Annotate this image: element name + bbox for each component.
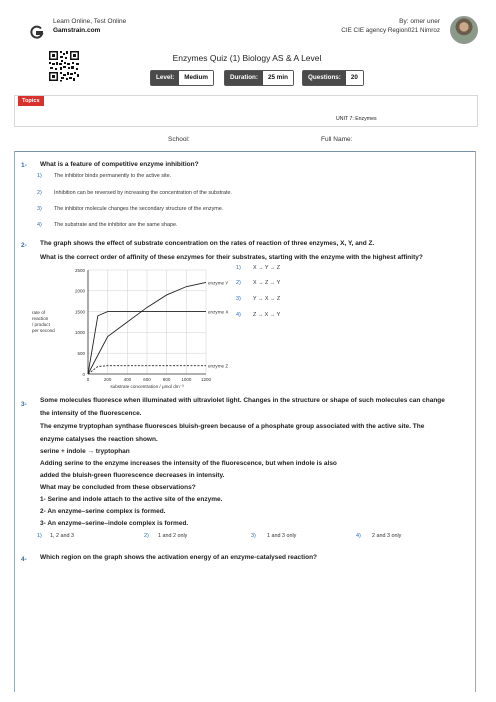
y-tick-label: 2000 [74, 288, 85, 294]
option-text[interactable]: 1 and 2 only [158, 533, 188, 539]
questions-value: 20 [346, 71, 363, 85]
option-number[interactable]: 4) [236, 312, 241, 318]
site-link[interactable]: Gamstrain.com [53, 27, 101, 34]
statement-3: 3- An enzyme–serine–indole complex is formed. [40, 520, 189, 527]
duration-value: 25 min [263, 71, 293, 85]
statement-1: 1- Serine and indole attach to the active site of the enzyme. [40, 496, 223, 503]
y-axis-label: per second [32, 328, 55, 333]
questions-badge [302, 70, 364, 86]
topics-box [14, 95, 478, 127]
x-tick-label: 200 [103, 377, 112, 382]
y-tick-label: 1000 [74, 330, 85, 336]
question-text: What is a feature of competitive enzyme inhibition? [40, 161, 199, 168]
option-text[interactable]: Y → X → Z [253, 296, 281, 302]
option-text[interactable]: X → Z → Y [253, 280, 281, 286]
topic-unit: UNIT 7: Enzymes [336, 116, 377, 122]
school-field-label: School: [168, 136, 190, 143]
x-tick-label: 800 [162, 377, 171, 382]
quiz-page [14, 12, 480, 692]
option-number[interactable]: 4) [356, 533, 361, 539]
y-tick-label: 1500 [74, 309, 85, 315]
duration-badge [224, 70, 294, 86]
option-number[interactable]: 1) [37, 533, 42, 539]
option-text[interactable]: 1 and 3 only [267, 533, 297, 539]
y-axis-label: rate of [32, 310, 46, 315]
question-number: 2- [21, 242, 27, 249]
x-tick-label: 600 [143, 377, 151, 382]
gamstrain-logo-icon [30, 25, 44, 39]
statement-2: 2- An enzyme–serine complex is formed. [40, 508, 166, 515]
option-number[interactable]: 3) [251, 533, 256, 539]
option-text[interactable]: Inhibition can be reversed by increasing the concentration of the substrate. [54, 190, 232, 196]
question-text: Adding serine to the enzyme increases the intensity of the fluorescence, but when indole is also [40, 460, 337, 467]
option-number[interactable]: 2) [37, 190, 42, 196]
question-text: enzyme catalyses the reaction shown. [40, 436, 158, 443]
option-number[interactable]: 1) [236, 265, 241, 271]
x-tick-label: 1000 [181, 377, 192, 382]
question-text: Which region on the graph shows the activation energy of an enzyme-catalysed reaction? [40, 554, 318, 561]
option-number[interactable]: 1) [37, 173, 42, 179]
full-name-field-label: Full Name: [321, 136, 353, 143]
y-tick-label: 500 [77, 351, 85, 356]
series-label: enzyme Y [208, 280, 229, 286]
author-name: By: omer uner [399, 18, 440, 25]
x-tick-label: 1200 [200, 377, 212, 382]
option-text[interactable]: Z → X → Y [253, 312, 281, 318]
option-number[interactable]: 2) [236, 280, 241, 286]
question-text: added the bluish-green fluorescence decreases in intensity. [40, 472, 225, 479]
option-text[interactable]: The substrate and the inhibitor are the same shape. [54, 222, 178, 228]
y-tick-label: 0 [82, 371, 85, 377]
x-tick-label: 0 [86, 377, 90, 382]
right-border [475, 151, 476, 692]
level-label: Level: [151, 71, 179, 85]
y-tick-label: 2500 [74, 267, 85, 273]
question-text: What may be concluded from these observations? [40, 484, 196, 491]
option-number[interactable]: 4) [37, 222, 42, 228]
option-text[interactable]: 2 and 3 only [372, 533, 402, 539]
duration-label: Duration: [225, 71, 263, 85]
header-divider [14, 151, 476, 152]
x-axis-label: substrate concentration / μmol dm⁻³ [110, 384, 184, 389]
series-label: enzyme X [208, 309, 229, 315]
option-text[interactable]: The inhibitor molecule changes the secondary structure of the enzyme. [54, 206, 224, 212]
option-number[interactable]: 3) [37, 206, 42, 212]
question-number: 3- [21, 401, 27, 408]
reaction-equation: serine + indole → tryptophan [40, 448, 130, 455]
y-axis-label: reaction [32, 316, 49, 321]
question-text: The enzyme tryptophan synthase fluoresces bluish-green because of a phosphate group associated with the active site. The [40, 423, 425, 430]
option-text[interactable]: The inhibitor binds permanently to the active site. [54, 173, 172, 179]
question-text: The graph shows the effect of substrate concentration on the rates of reaction of three enzymes, X, Y, and Z. [40, 240, 375, 247]
question-number: 1- [21, 162, 27, 169]
option-number[interactable]: 3) [236, 296, 241, 302]
questions-label: Questions: [303, 71, 346, 85]
author-organization: CIE CIE agency Region021 Nimroz [341, 27, 440, 34]
level-value: Medium [179, 71, 213, 85]
topics-tag: Topics [18, 96, 44, 106]
page-title: Enzymes Quiz (1) Biology AS & A Level [172, 53, 322, 63]
question-text-continued: What is the correct order of affinity of these enzymes for their substrates, starting with the enzyme with the highest affinity? [40, 254, 423, 261]
option-text[interactable]: X → Y → Z [253, 265, 281, 271]
option-text[interactable]: 1, 2 and 3 [50, 533, 74, 539]
series-label: enzyme Z [208, 363, 229, 369]
left-border [14, 151, 15, 692]
site-tagline: Learn Online, Test Online [53, 18, 127, 25]
enzyme-rate-chart [26, 266, 229, 392]
author-avatar [450, 16, 478, 44]
question-text: Some molecules fluoresce when illuminated with ultraviolet light. Changes in the structure or shape of such molecules can change [40, 397, 445, 404]
question-text: the intensity of the fluorescence. [40, 410, 142, 417]
y-axis-label: / product [32, 322, 50, 327]
level-badge [150, 70, 214, 86]
option-number[interactable]: 2) [144, 533, 149, 539]
x-tick-label: 400 [123, 377, 132, 382]
question-number: 4- [21, 556, 27, 563]
